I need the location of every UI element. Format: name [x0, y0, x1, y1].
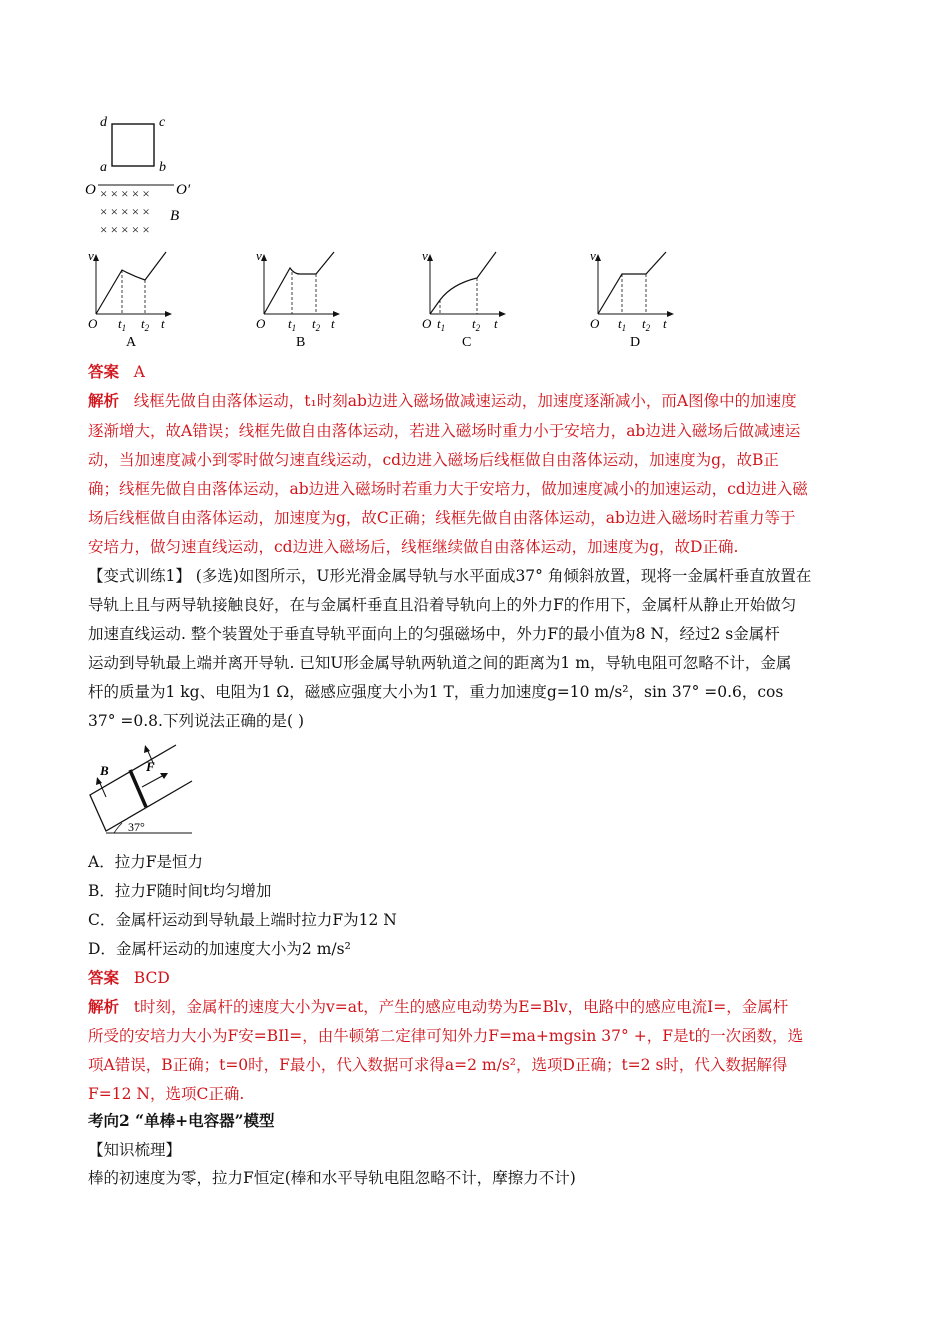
svg-text:t2: $t_2$ [472, 316, 481, 333]
q1-analysis-line-3: 动，当加速度减小到零时做匀速直线运动，cd边进入磁场后线框做自由落体运动，加速度为g，故B正 [88, 451, 779, 469]
origin: O [590, 316, 600, 331]
q2-stem-line-5: 杆的质量为1 kg、电阻为1 Ω，磁感应强度大小为1 T，重力加速度g=10 m/s²，sin 37° =0.6，cos [88, 683, 784, 701]
label-F: F [146, 759, 155, 774]
svg-text:t2: $t_2$ [141, 316, 150, 333]
analysis-label: 解析 [88, 997, 120, 1016]
answer-label: 答案 [88, 968, 120, 987]
q2-analysis-line-3: 项A错误，B正确；t=0时，F最小，代入数据可求得a=2 m/s²，选项D正确；t=2 s时，代入数据解得 [88, 1056, 788, 1074]
t1: t [437, 316, 441, 331]
field-crosses [100, 186, 150, 235]
answer-value: A [133, 363, 145, 381]
q2-stem-line-6: 37° =0.8.下列说法正确的是( ) [88, 712, 304, 730]
t2: t [472, 316, 476, 331]
q2-analysis-line-4: F=12 N，选项C正确. [88, 1085, 245, 1103]
t1: t [288, 316, 292, 331]
graph-A [88, 250, 188, 350]
svg-text:× × × × ×: × × × × × [100, 222, 150, 235]
t2: t [312, 316, 316, 331]
label-d: d [100, 115, 107, 130]
svg-text:t1: $t_1$ [288, 316, 297, 333]
svg-text:t2: $t_2$ [642, 316, 651, 333]
t1: t [618, 316, 622, 331]
q2-stem-line-3: 加速直线运动. 整个装置处于垂直导轨平面向上的匀强磁场中，外力F的最小值为8 N，经过2 s金属杆 [88, 625, 780, 643]
label-B: B [100, 763, 109, 778]
angle-label: 37° [128, 820, 145, 834]
graph-C [422, 250, 522, 350]
svg-text:t1: $t_1$ [618, 316, 627, 333]
axis-v: v [88, 250, 94, 263]
svg-text:× × × × ×: × × × × × [100, 186, 150, 201]
option-d: D．金属杆运动的加速度大小为2 m/s² [88, 940, 351, 958]
origin: O [88, 316, 98, 331]
q2-analysis-line-1: 解析 t时刻，金属杆的速度大小为v=at，产生的感应电动势为E=Blv，电路中的感应电流I=，金属杆 [88, 997, 789, 1016]
graph-D [590, 250, 690, 350]
metal-rod [130, 770, 146, 807]
origin: O [422, 316, 432, 331]
q2-analysis-line-2: 所受的安培力大小为F安=BIl=，由牛顿第二定律可知外力F=ma+mgsin 37° +，F是t的一次函数，选 [88, 1027, 804, 1045]
axis-t: t [663, 316, 667, 331]
axis-v: v [422, 250, 428, 263]
q2-stem-line-2: 导轨上且与两导轨接触良好，在与金属杆垂直且沿着导轨向上的外力F的作用下，金属杆从静止开始做匀 [88, 596, 797, 614]
axis-t: t [494, 316, 498, 331]
q1-analysis-line-4: 确；线框先做自由落体运动，ab边进入磁场时若重力大于安培力，做加速度减小的加速运动，cd边进入磁 [88, 480, 808, 498]
t2: t [642, 316, 646, 331]
answer-label: 答案 [88, 362, 120, 381]
analysis-label: 解析 [88, 391, 120, 410]
axis-t: t [331, 316, 335, 331]
svg-text:t1: $t_1$ [437, 316, 446, 333]
origin: O [256, 316, 266, 331]
option-c: C．金属杆运动到导轨最上端时拉力F为12 N [88, 911, 397, 929]
svg-text:t2: $t_2$ [312, 316, 321, 333]
q1-analysis-line-6: 安培力，做匀速直线运动，cd边进入磁场后，线框继续做自由落体运动，加速度为g，故D正确. [88, 538, 739, 556]
loop-field-figure [84, 110, 204, 235]
label-O: O [85, 182, 96, 198]
q1-answer [88, 362, 145, 382]
incline-rail-figure [84, 735, 204, 840]
graph-letter: B [296, 335, 306, 350]
label-B: B [170, 208, 180, 224]
section-body: 棒的初速度为零，拉力F恒定(棒和水平导轨电阻忽略不计，摩擦力不计) [88, 1169, 576, 1187]
q1-analysis-line-1: 解析 线框先做自由落体运动，t₁时刻ab边进入磁场做减速运动，加速度逐渐减小，而A图像中的加速度 [88, 391, 797, 410]
svg-text:t1: $t_1$ [118, 316, 127, 333]
axis-t: t [161, 316, 165, 331]
t1: t [118, 316, 122, 331]
t2: t [141, 316, 145, 331]
graph-B [256, 250, 356, 350]
graph-letter: D [630, 335, 641, 350]
answer-value: BCD [133, 969, 170, 987]
square-loop [112, 124, 154, 166]
q1-analysis-line-5: 场后线框做自由落体运动，加速度为g，故C正确；线框先做自由落体运动，ab边进入磁场时若重力等于 [88, 509, 796, 527]
label-O-prime: O′ [176, 182, 191, 198]
axis-v: v [256, 250, 262, 263]
u-rail [90, 745, 192, 831]
option-b: B．拉力F随时间t均匀增加 [88, 882, 272, 900]
label-b: b [159, 160, 166, 175]
q2-answer [88, 968, 170, 988]
svg-text:× × × × ×: × × × × × [100, 204, 150, 219]
knowledge-label: 【知识梳理】 [88, 1141, 182, 1159]
graph-letter: C [462, 335, 472, 350]
axis-v: v [590, 250, 596, 263]
label-c: c [159, 115, 166, 130]
section-heading: 考向2 “单棒+电容器”模型 [88, 1111, 275, 1130]
q1-analysis-line-2: 逐渐增大，故A错误；线框先做自由落体运动，若进入磁场时重力小于安培力，ab边进入磁场后做减速运 [88, 422, 801, 440]
q2-stem-line-4: 运动到导轨最上端并离开导轨. 已知U形金属导轨两轨道之间的距离为1 m，导轨电阻可忽略不计，金属 [88, 654, 792, 672]
force-arrow [142, 775, 164, 787]
option-a: A．拉力F是恒力 [88, 853, 203, 871]
q2-stem-line-1: 【变式训练1】 (多选)如图所示，U形光滑金属导轨与水平面成37° 角倾斜放置，现将一金属杆垂直放置在 [88, 567, 812, 585]
label-a: a [100, 160, 107, 175]
graph-letter: A [126, 335, 137, 350]
